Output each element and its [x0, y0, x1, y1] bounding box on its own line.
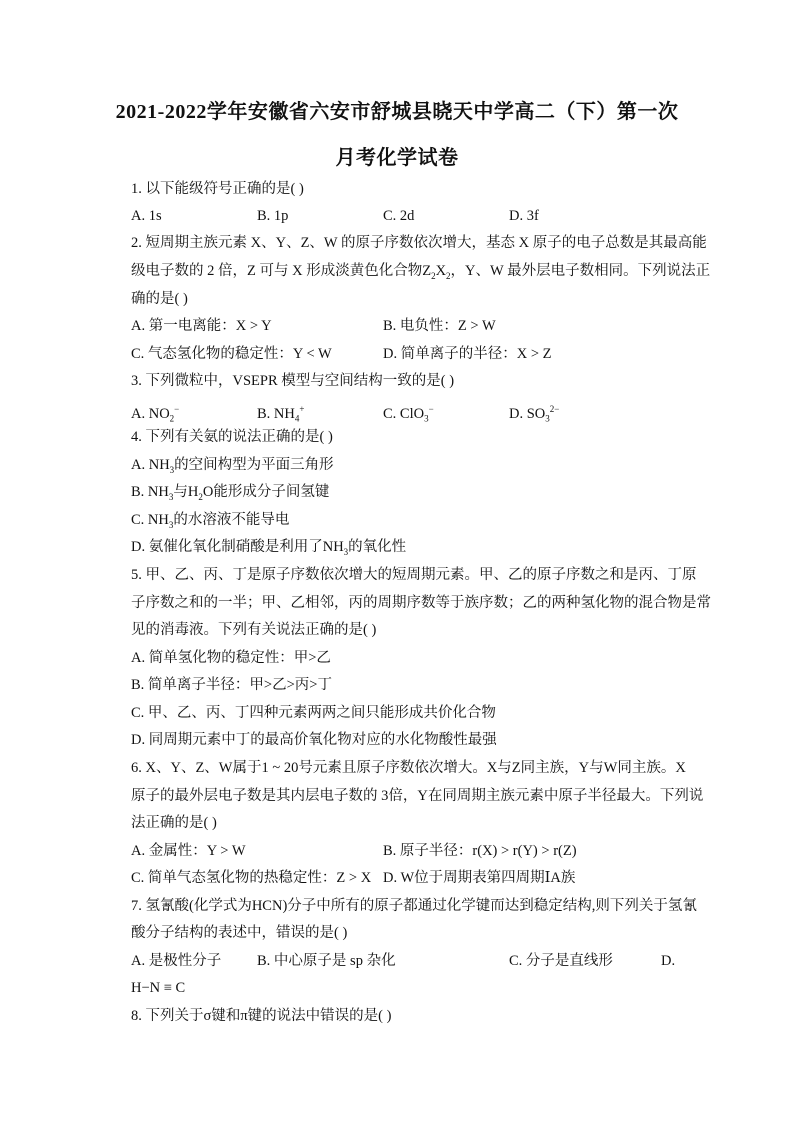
question-4-option-c: C. $NH_3$的水溶液不能导电 — [131, 512, 290, 530]
question-2-option-a: A. 第一电离能：X > Y — [131, 318, 272, 334]
question-3-option-c: C. ClO$_3$− — [383, 404, 434, 424]
question-4-stem: 4. 下列有关氨的说法正确的是( ) — [131, 429, 333, 445]
question-7-stem-line2: 酸分子结构的表述中，错误的是( ) — [131, 925, 348, 941]
question-1-option-a: A. 1s — [131, 208, 162, 224]
question-8-stem: 8. 下列关于σ键和π键的说法中错误的是( ) — [131, 1008, 392, 1024]
question-4-option-b: B. $NH_3$与$H_2O$能形成分子间氢键 — [131, 484, 330, 502]
question-1-option-c: C. 2d — [383, 208, 415, 224]
question-6-option-c: C. 简单气态氢化物的热稳定性：Z > X — [131, 870, 372, 886]
question-6-option-d: D. W位于周期表第四周期ⅠA族 — [383, 870, 576, 886]
question-6-option-b: B. 原子半径：r(X) > r(Y) > r(Z) — [383, 843, 577, 859]
question-3-option-d: D. $SO_3^{2-}$ — [509, 404, 560, 424]
question-7-option-d-formula: H−N ≡ C — [131, 980, 186, 996]
question-2-option-c: C. 气态氢化物的稳定性：Y < W — [131, 346, 332, 362]
question-6-stem-line1: 6. X、Y、Z、W属于1 ~ 20号元素且原子序数依次增大。X与Z同主族，Y与W同主族。X — [131, 760, 686, 776]
question-6-option-a: A. 金属性：Y > W — [131, 843, 246, 859]
question-2-stem-line3: 确的是( ) — [131, 291, 188, 307]
question-7-stem-line1: 7. 氢氰酸(化学式为HCN)分子中所有的原子都通过化学键而达到稳定结构,则下列关于氢氰 — [131, 898, 697, 914]
question-7-option-a: A. 是极性分子 — [131, 953, 222, 969]
question-1-stem: 1. 以下能级符号正确的是( ) — [131, 181, 304, 197]
question-5-stem-line1: 5. 甲、乙、丙、丁是原子序数依次增大的短周期元素。甲、乙的原子序数之和是丙、丁原 — [131, 567, 697, 583]
exam-title-line1: 2021-2022学年安徽省六安市舒城县晓天中学高二（下）第一次 — [115, 101, 679, 123]
question-7-option-b: B. 中心原子是 sp 杂化 — [257, 953, 396, 969]
question-4-option-a: A. $NH_3$的空间构型为平面三角形 — [131, 457, 334, 475]
question-7-option-c: C. 分子是直线形 — [509, 953, 613, 969]
question-5-option-d: D. 同周期元素中丁的最高价氧化物对应的水化物酸性最强 — [131, 732, 497, 748]
question-4-option-d: D. 氨催化氧化制硝酸是利用了$NH_3$的氧化性 — [131, 539, 407, 557]
question-5-option-a: A. 简单氢化物的稳定性：甲>乙 — [131, 650, 331, 666]
question-5-stem-line3: 见的消毒液。下列有关说法正确的是( ) — [131, 622, 377, 638]
question-6-stem-line2: 原子的最外层电子数是其内层电子数的 3倍，Y在同周期主族元素中原子半径最大。下列说 — [131, 788, 704, 804]
question-3-option-a: A. $NO_2^-$ — [131, 404, 180, 424]
question-5-option-b: B. 简单离子半径：甲>乙>丙>丁 — [131, 677, 332, 693]
question-1-option-d: D. 3f — [509, 208, 539, 224]
question-5-stem-line2: 子序数之和的一半；甲、乙相邻，丙的周期序数等于族序数；乙的两种氢化物的混合物是常 — [131, 595, 711, 611]
question-3-option-b: B. $NH_4^+$ — [257, 404, 305, 424]
question-6-stem-line3: 法正确的是( ) — [131, 815, 217, 831]
question-7-option-d-label: D. — [661, 953, 676, 969]
question-2-stem-line1: 2. 短周期主族元素 X、Y、Z、W 的原子序数依次增大，基态 X 原子的电子总数是其最高能 — [131, 235, 707, 251]
question-1-option-b: B. 1p — [257, 208, 289, 224]
question-2-option-b: B. 电负性：Z > W — [383, 318, 496, 334]
exam-title-line2: 月考化学试卷 — [335, 147, 459, 169]
question-2-stem-line2: 级电子数的 2 倍，Z 可与 X 形成淡黄色化合物$Z_2X_2$，Y、W 最外层电子数相同。下列说法正 — [131, 263, 711, 281]
question-3-stem: 3. 下列微粒中，VSEPR 模型与空间结构一致的是( ) — [131, 373, 455, 389]
question-2-option-d: D. 简单离子的半径：X > Z — [383, 346, 552, 362]
question-5-option-c: C. 甲、乙、丙、丁四种元素两两之间只能形成共价化合物 — [131, 705, 496, 721]
